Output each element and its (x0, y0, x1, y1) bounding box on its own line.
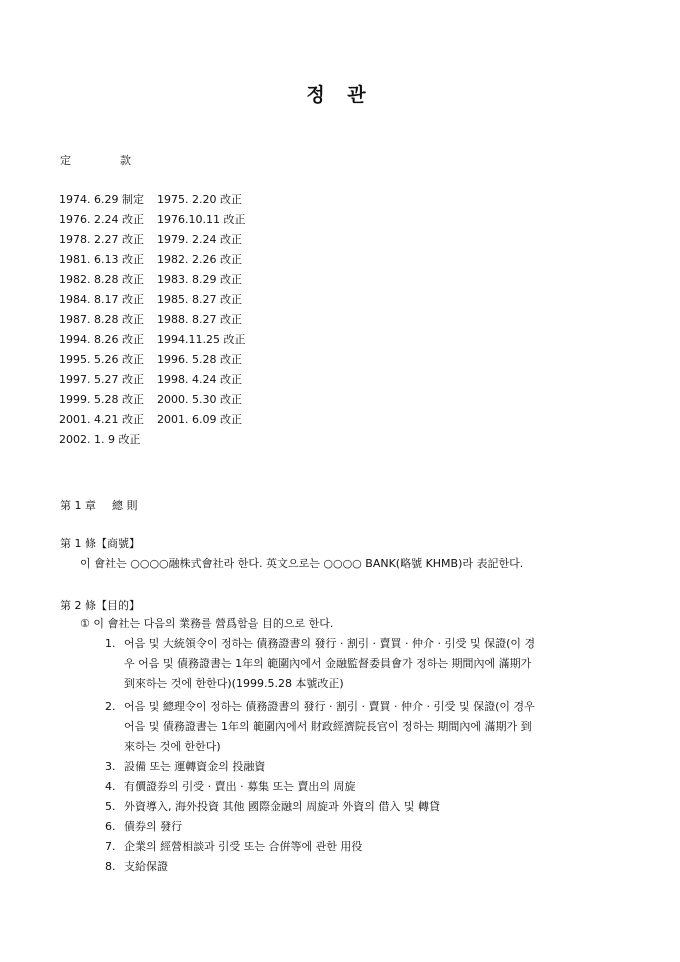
history-entry: 2001. 6.09 改正 (157, 413, 242, 426)
list-item: 企業의 經營相談과 引受 또는 合倂等에 관한 用役 (124, 840, 363, 853)
history-row (59, 273, 245, 293)
history-entry: 1982. 2.26 改正 (157, 253, 242, 266)
list-item: 債券의 發行 (124, 820, 183, 833)
history-row (59, 213, 245, 233)
history-entry: 1978. 2.27 改正 (59, 233, 144, 246)
item-line: 到來하는 것에 한한다)(1999.5.28 本號改正) (124, 677, 344, 690)
article-2-clause: ① 이 會社는 다음의 業務를 營爲함을 目的으로 한다. (80, 617, 334, 630)
amendment-label-char-1: 定 (60, 154, 71, 167)
item-number: 8. (105, 860, 116, 873)
history-row (59, 333, 245, 353)
history-row (59, 353, 245, 373)
item-line: 어음 및 總理令이 정하는 債務證書의 發行 · 割引 · 賣買 · 仲介 · 引受 및 保證(이 경우 (124, 700, 535, 713)
history-entry: 1976. 2.24 改正 (59, 213, 144, 226)
history-entry: 1983. 8.29 改正 (157, 273, 242, 286)
item-number: 4. (105, 780, 116, 793)
history-entry: 1995. 5.26 改正 (59, 353, 144, 366)
history-entry: 1985. 8.27 改正 (157, 293, 242, 306)
list-item: 支給保證 (124, 860, 168, 873)
item-number: 1. (105, 637, 116, 650)
amendment-history (59, 193, 245, 453)
history-entry: 1997. 5.27 改正 (59, 373, 144, 386)
item-number: 5. (105, 800, 116, 813)
list-item (124, 634, 622, 694)
history-entry: 1994.11.25 改正 (157, 333, 246, 346)
list-item (124, 697, 622, 757)
history-row (59, 293, 245, 313)
item-line: 어음 및 債務證書는 1年의 範圍內에서 財政經濟院長官이 정하는 期間內에 滿期가 到 (124, 720, 532, 733)
history-entry: 2001. 4.21 改正 (59, 413, 144, 426)
history-entry: 1984. 8.17 改正 (59, 293, 144, 306)
history-entry: 1998. 4.24 改正 (157, 373, 242, 386)
item-line: 어음 및 大統領令이 정하는 債務證書의 發行 · 割引 · 賣買 · 仲介 · 引受 및 保證(이 경 (124, 637, 536, 650)
history-entry: 2002. 1. 9 改正 (59, 433, 141, 446)
history-row (59, 373, 245, 393)
history-entry: 1988. 8.27 改正 (157, 313, 242, 326)
chapter-title: 總 則 (112, 499, 138, 512)
item-number: 2. (105, 700, 116, 713)
list-item: 有價證券의 引受 · 賣出 · 募集 또는 賣出의 周旋 (124, 780, 356, 793)
article-1-heading: 第 1 條【商號】 (60, 537, 140, 550)
history-row (59, 413, 245, 433)
article-1-text: 이 會社는 ○○○○融株式會社라 한다. 英文으로는 ○○○○ BANK(略號 KHMB)라 表記한다. (80, 557, 524, 570)
item-number: 3. (105, 760, 116, 773)
chapter-heading (60, 499, 138, 513)
item-number: 6. (105, 820, 116, 833)
amendment-label-char-2: 款 (120, 154, 131, 167)
item-line: 來하는 것에 한한다) (124, 740, 221, 753)
history-row (59, 433, 245, 453)
page-title: 정 관 (306, 84, 374, 106)
amendment-label (60, 152, 260, 168)
history-entry: 1974. 6.29 制定 (59, 193, 144, 206)
history-row (59, 233, 245, 253)
history-entry: 1976.10.11 改正 (157, 213, 246, 226)
list-item: 設備 또는 運轉資金의 投融資 (124, 760, 266, 773)
history-row (59, 193, 245, 213)
history-entry: 1996. 5.28 改正 (157, 353, 242, 366)
history-entry: 1987. 8.28 改正 (59, 313, 144, 326)
history-row (59, 393, 245, 413)
history-entry: 1982. 8.28 改正 (59, 273, 144, 286)
history-entry: 2000. 5.30 改正 (157, 393, 242, 406)
article-2-heading: 第 2 條【目的】 (60, 599, 140, 612)
history-entry: 1979. 2.24 改正 (157, 233, 242, 246)
history-row (59, 313, 245, 333)
history-entry: 1975. 2.20 改正 (157, 193, 242, 206)
list-item: 外資導入, 海外投資 其他 國際金融의 周旋과 外資의 借入 및 轉貸 (124, 800, 440, 813)
item-number: 7. (105, 840, 116, 853)
item-line: 우 어음 및 債務證書는 1年의 範圍內에서 金融監督委員會가 정하는 期間內에 滿期가 (124, 657, 532, 670)
chapter-number: 第 1 章 (60, 499, 96, 512)
history-row (59, 253, 245, 273)
history-entry: 1994. 8.26 改正 (59, 333, 144, 346)
history-entry: 1999. 5.28 改正 (59, 393, 144, 406)
history-entry: 1981. 6.13 改正 (59, 253, 144, 266)
